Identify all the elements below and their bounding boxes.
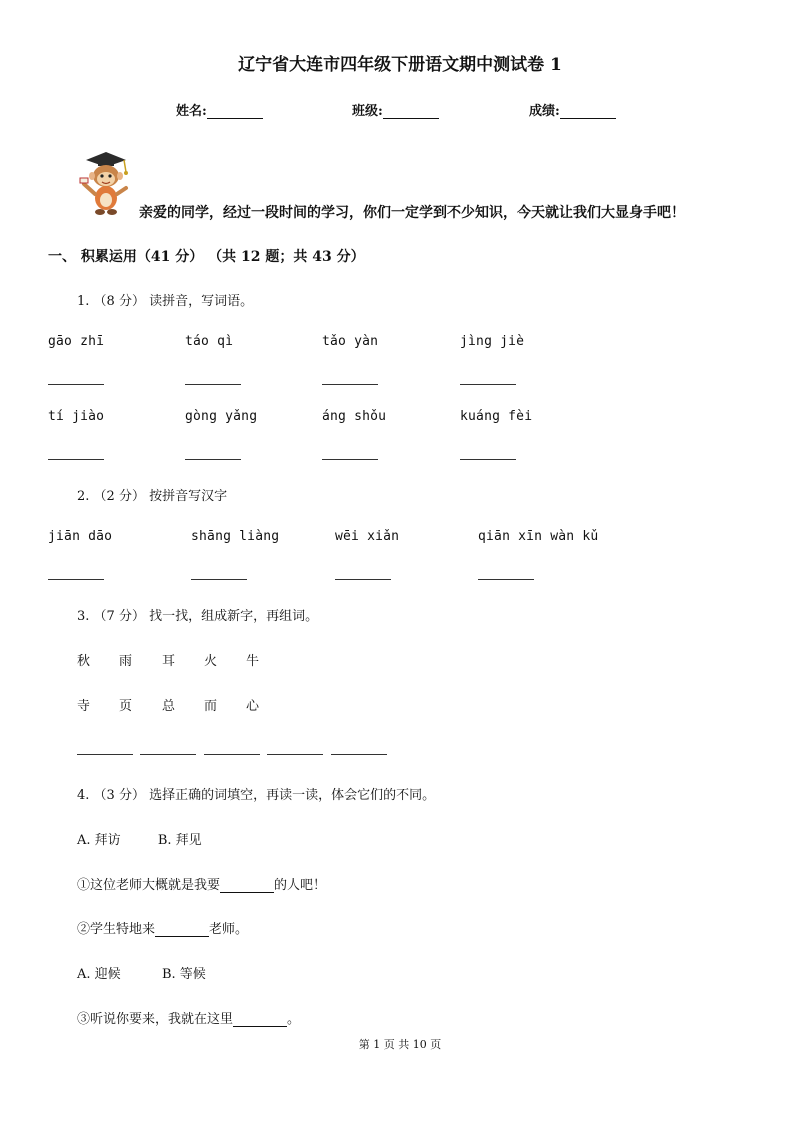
pinyin-item: gòng yǎng [185,409,258,424]
answer-blank[interactable] [233,1012,287,1027]
graduate-monkey-illustration [78,148,134,218]
character-item: 而 [204,699,218,714]
answer-blank[interactable] [185,459,241,460]
character-item: 总 [162,699,176,714]
word-options: A. 拜访 B. 拜见 [77,833,202,848]
pinyin-item: áng shǒu [322,409,387,424]
character-item: 心 [246,699,260,714]
section-heading: 一、 积累运用（41 分） （共 12 题；共 43 分） [48,249,365,265]
class-field [352,100,439,119]
character-item: 耳 [162,654,176,669]
answer-blank[interactable] [460,459,516,460]
score-blank[interactable] [560,104,616,119]
character-item: 火 [204,654,218,669]
pinyin-item: jìng jiè [460,334,525,349]
pinyin-item: kuáng fèi [460,409,533,424]
score-field [529,100,616,119]
class-blank[interactable] [383,104,439,119]
character-item: 牛 [246,654,260,669]
question-4-prompt: 4. （3 分） 选择正确的词填空，再读一读，体会它们的不同。 [77,788,436,803]
answer-blank[interactable] [185,384,241,385]
question-3-prompt: 3. （7 分） 找一找，组成新字，再组词。 [77,609,319,624]
pinyin-item: gāo zhī [48,334,105,349]
pinyin-item: táo qì [185,334,234,349]
answer-blank[interactable] [322,384,378,385]
answer-blank[interactable] [204,754,260,755]
answer-blank[interactable] [48,384,104,385]
answer-blank[interactable] [267,754,323,755]
answer-blank[interactable] [322,459,378,460]
answer-blank[interactable] [220,878,274,893]
sentence-text: 的人吧！ [274,878,327,893]
sentence-text: 。 [287,1012,301,1027]
question-1-prompt: 1. （8 分） 读拼音，写词语。 [77,294,254,309]
page-footer: 第 1 页 共 10 页 [358,1038,442,1051]
page-title: 辽宁省大连市四年级下册语文期中测试卷 1 [238,55,562,75]
answer-blank[interactable] [331,754,387,755]
answer-blank[interactable] [191,579,247,580]
answer-blank[interactable] [48,579,104,580]
pinyin-item: wēi xiǎn [335,529,400,544]
word-options: A. 迎候 B. 等候 [77,967,206,982]
sentence-text: ③听说你要来，我就在这里 [77,1012,234,1027]
pinyin-item: shāng liàng [191,529,280,544]
name-blank[interactable] [207,104,263,119]
pinyin-item: tí jiào [48,409,105,424]
name-label: 姓名: [176,104,207,119]
sentence-3 [77,1008,300,1027]
answer-blank[interactable] [155,922,209,937]
sentence-1 [77,874,326,893]
name-field [176,100,263,119]
character-item: 秋 [77,654,91,669]
answer-blank[interactable] [48,459,104,460]
answer-blank[interactable] [460,384,516,385]
score-label: 成绩: [529,104,560,119]
answer-blank[interactable] [335,579,391,580]
answer-blank[interactable] [140,754,196,755]
character-item: 寺 [77,699,91,714]
class-label: 班级: [352,104,383,119]
character-item: 页 [119,699,133,714]
pinyin-item: tǎo yàn [322,334,379,349]
sentence-text: ①这位老师大概就是我要 [77,878,221,893]
sentence-text: 老师。 [209,922,249,937]
answer-blank[interactable] [478,579,534,580]
pinyin-item: qiān xīn wàn kǔ [478,529,599,544]
answer-blank[interactable] [77,754,133,755]
sentence-2 [77,918,248,937]
sentence-text: ②学生特地来 [77,922,156,937]
character-item: 雨 [119,654,133,669]
question-2-prompt: 2. （2 分） 按拼音写汉字 [77,489,228,504]
intro-text: 亲爱的同学，经过一段时间的学习，你们一定学到不少知识，今天就让我们大显身手吧！ [139,205,685,221]
pinyin-item: jiān dāo [48,529,113,544]
